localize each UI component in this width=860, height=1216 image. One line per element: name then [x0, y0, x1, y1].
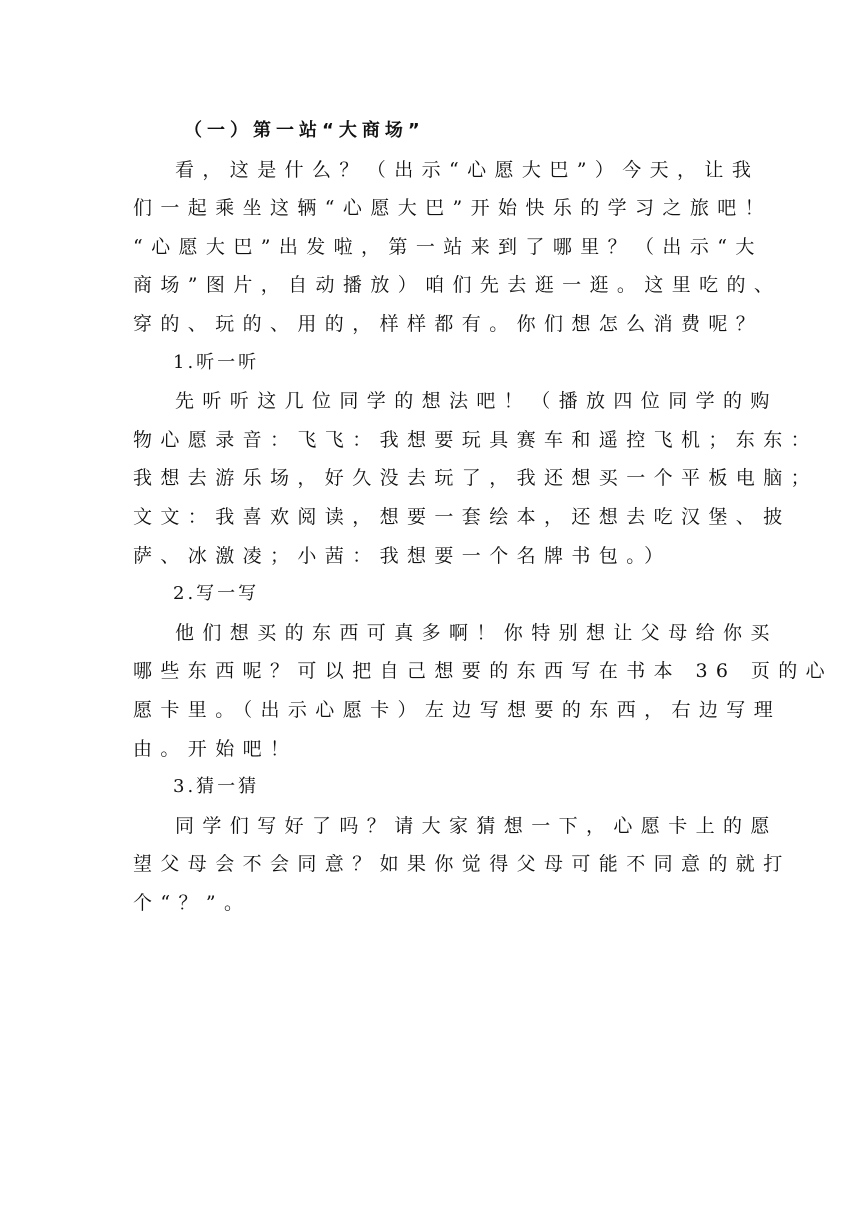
paragraph-line: 们一起乘坐这辆“心愿大巴”开始快乐的学习之旅吧！ — [133, 197, 773, 220]
paragraph-line: 望父母会不会同意？如果你觉得父母可能不同意的就打 — [133, 853, 791, 876]
paragraph-line: 我想去游乐场，好久没去玩了，我还想买一个平板电脑； — [133, 467, 819, 490]
subheading-listen: 1.听一听 — [173, 351, 260, 373]
paragraph-line: 文文：我喜欢阅读，想要一套绘本，还想去吃汉堡、披 — [133, 505, 791, 528]
paragraph-line: 他们想买的东西可真多啊！你特别想让父母给你买 — [175, 621, 778, 644]
paragraph-line: 个“？”。 — [133, 891, 252, 914]
document-body — [133, 112, 834, 922]
paragraph-line: 物心愿录音：飞飞：我想要玩具赛车和遥控飞机；东东： — [133, 428, 819, 451]
paragraph-line: 商场”图片，自动播放）咱们先去逛一逛。这里吃的、 — [133, 274, 782, 297]
paragraph-line: 萨、冰激凌；小茜：我想要一个名牌书包。） — [133, 544, 672, 567]
section-heading: （一）第一站“大商场” — [184, 120, 425, 141]
paragraph-line: 由。开始吧！ — [133, 737, 298, 760]
subheading-write: 2.写一写 — [173, 583, 260, 605]
paragraph-line: 看，这是什么？（出示“心愿大巴”）今天，让我 — [175, 158, 760, 181]
subheading-guess: 3.猜一猜 — [173, 776, 260, 798]
paragraph-line: 先听听这几位同学的想法吧！（播放四位同学的购 — [175, 390, 778, 413]
paragraph-line: 哪些东西呢？可以把自己想要的东西写在书本 36 页的心 — [133, 660, 834, 683]
paragraph-line: 愿卡里。（出示心愿卡）左边写想要的东西，右边写理 — [133, 698, 782, 721]
paragraph-line: 同学们写好了吗？请大家猜想一下，心愿卡上的愿 — [175, 814, 778, 837]
paragraph-line: 穿的、玩的、用的，样样都有。你们想怎么消费呢？ — [133, 312, 764, 335]
paragraph-line: “心愿大巴”出发啦，第一站来到了哪里？（出示“大 — [133, 235, 763, 258]
